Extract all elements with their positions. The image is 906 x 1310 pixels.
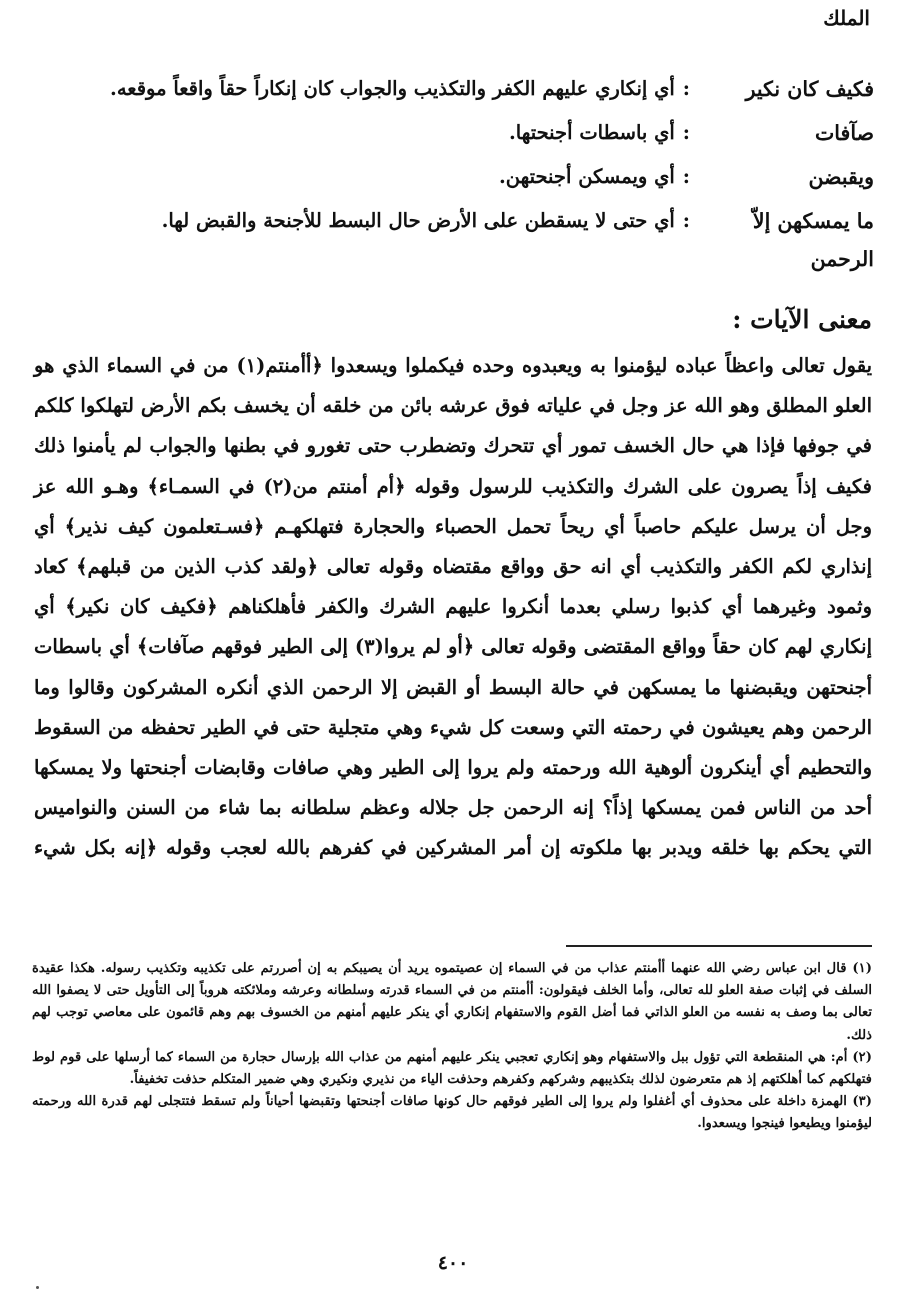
vocabulary-glossary: [74, 70, 874, 278]
glossary-entry: [74, 114, 874, 158]
glossary-term: ما يمسكهن إلاّ الرحمن: [752, 209, 874, 271]
glossary-term: فكيف كان نكير: [745, 77, 874, 101]
footnote-2: (٢) أم: هي المنقطعة التي تؤول ببل والاستفهام وهو إنكاري تعجبي ينكر عليهم أمنهم من عذاب الله بإرسال حجارة من السماء كما أرسلها على قوم لوط فتهلكهم كما أهلكتهم إذ هم متعرضون لذلك بتكذيبهم وشركهم وكفرهم وحذفت الياء من نذيري ونكيري وهي ضمير المتكلم حذفت تخفيفاً.: [32, 1049, 872, 1088]
footnote-3: (٣) الهمزة داخلة على محذوف أي أغفلوا ولم يروا إلى الطير فوقهم حال كونها صافات أجنحتها وتقبضها أحياناً ولم تسقط فتتجلى لهم قدرة الله ورحمته ليؤمنوا ويطيعوا فينجوا ويسعدوا.: [32, 1094, 872, 1132]
footnote-divider: [566, 945, 872, 947]
footnote-1: (١) قال ابن عباس رضي الله عنهما أأمنتم عذاب من في السماء إن عصيتموه يريد أن يصيبكم به إن أصررتم على تكذيبه وتكذيب رسوله. هكذا عقيدة السلف في إثبات صفة العلو لله تعالى، وأما الخلف فيقولون: أأمنتم من في السماء قدرته وسلطانه وعرشه وملائكته هروباً إلى التأويل حتى لا يصفوا الله تعالى بما وصف به نفسه من العلو الذاتي فما أضل القوم والاستفهام إنكاري أي ينكر عليهم أمنهم من الخسوف بهم وهم قائمون على معاصي توجب لهم ذلك.: [32, 961, 872, 1043]
glossary-definition: أي باسطات أجنحتها.: [508, 121, 675, 144]
glossary-colon: :: [682, 121, 690, 144]
glossary-entry: [74, 158, 874, 202]
glossary-term: ويقبضن: [808, 165, 874, 189]
footnotes: [32, 958, 872, 1136]
glossary-definition: أي حتى لا يسقطن على الأرض حال البسط للأجنحة والقبض لها.: [161, 209, 675, 232]
glossary-definition: أي ويمسكن أجنحتهن.: [498, 165, 675, 188]
glossary-definition: أي إنكاري عليهم الكفر والتكذيب والجواب كان إنكاراً حقاً واقعاً موقعه.: [110, 77, 675, 100]
commentary-body: [34, 346, 872, 869]
glossary-term: صآفات: [815, 121, 874, 145]
glossary-entry: [74, 70, 874, 114]
commentary-paragraph: يقول تعالى واعظاً عباده ليؤمنوا به ويعبدوه وحده فيكملوا ويسعدوا ﴿أأمنتم(١) من في السماء الذي هو العلو المطلق وهو الله عز وجل في علياته فوق عرشه بائن من خلقه أن يخسف بكم الأرض لتهلكوا كلكم في جوفها فإذا هي حال الخسف تمور أي تتحرك وتضطرب حتى تغورو في بطنها والجواب لم يأمنوا ذلك فكيف إذاً يصرون على الشرك والتكذيب للرسول وقوله ﴿أم أمنتم من(٢) في السمـاء﴾ وهـو الله عز وجل أن يرسل عليكم حاصباً أي ريحاً تحمل الحصباء والحجارة فتهلكهـم ﴿فسـتعلمون كيف نذير﴾ أي إنذاري لكم الكفر والتكذيب أي انه حق وواقع مقتضاه وقوله تعالى ﴿ولقد كذب الذين من قبلهم﴾ كعاد وثمود وغيرهما أي كذبوا رسلي بعدما أنكروا عليهم الشرك والكفر فأهلكناهم ﴿فكيف كان نكير﴾ أي إنكاري لهم كان حقاً وواقع المقتضى وقوله تعالى ﴿أو لم يروا(٣) إلى الطير فوقهم صآفات﴾ أي باسطات أجنحتهن ويقبضنها ما يمسكهن في حالة البسط أو القبض إلا الرحمن الذي أنكره المشركون وقالوا وما الرحمن وهم يعيشون في رحمته التي وسعت كل شيء وهي متجلية حتى في الطير تحفظه من السقوط والتحطيم أي أينكرون ألوهية الله ورحمته ولم يروا إلى الطير وهي صافات وقابضات أجنحتها ولا يمسكها أحد من الناس فمن يمسكها إذاً؟ إنه الرحمن جل جلاله وعظم سلطانه بما شاء من السنن والنواميس التي يحكم بها خلقه ويدبر بها ملكوته إن أمر المشركين في كفرهم بالله لعجب وقوله ﴿إنه بكل شيء: [34, 354, 872, 860]
page-number: ٤٠٠: [437, 1252, 469, 1274]
glossary-colon: :: [682, 77, 690, 100]
glossary-colon: :: [682, 165, 690, 188]
scan-speck: [36, 1286, 39, 1289]
glossary-colon: :: [682, 209, 690, 232]
glossary-entry: [74, 202, 874, 278]
running-header-surah-name: الملك: [823, 6, 870, 30]
section-heading: معنى الآيات :: [732, 305, 872, 334]
